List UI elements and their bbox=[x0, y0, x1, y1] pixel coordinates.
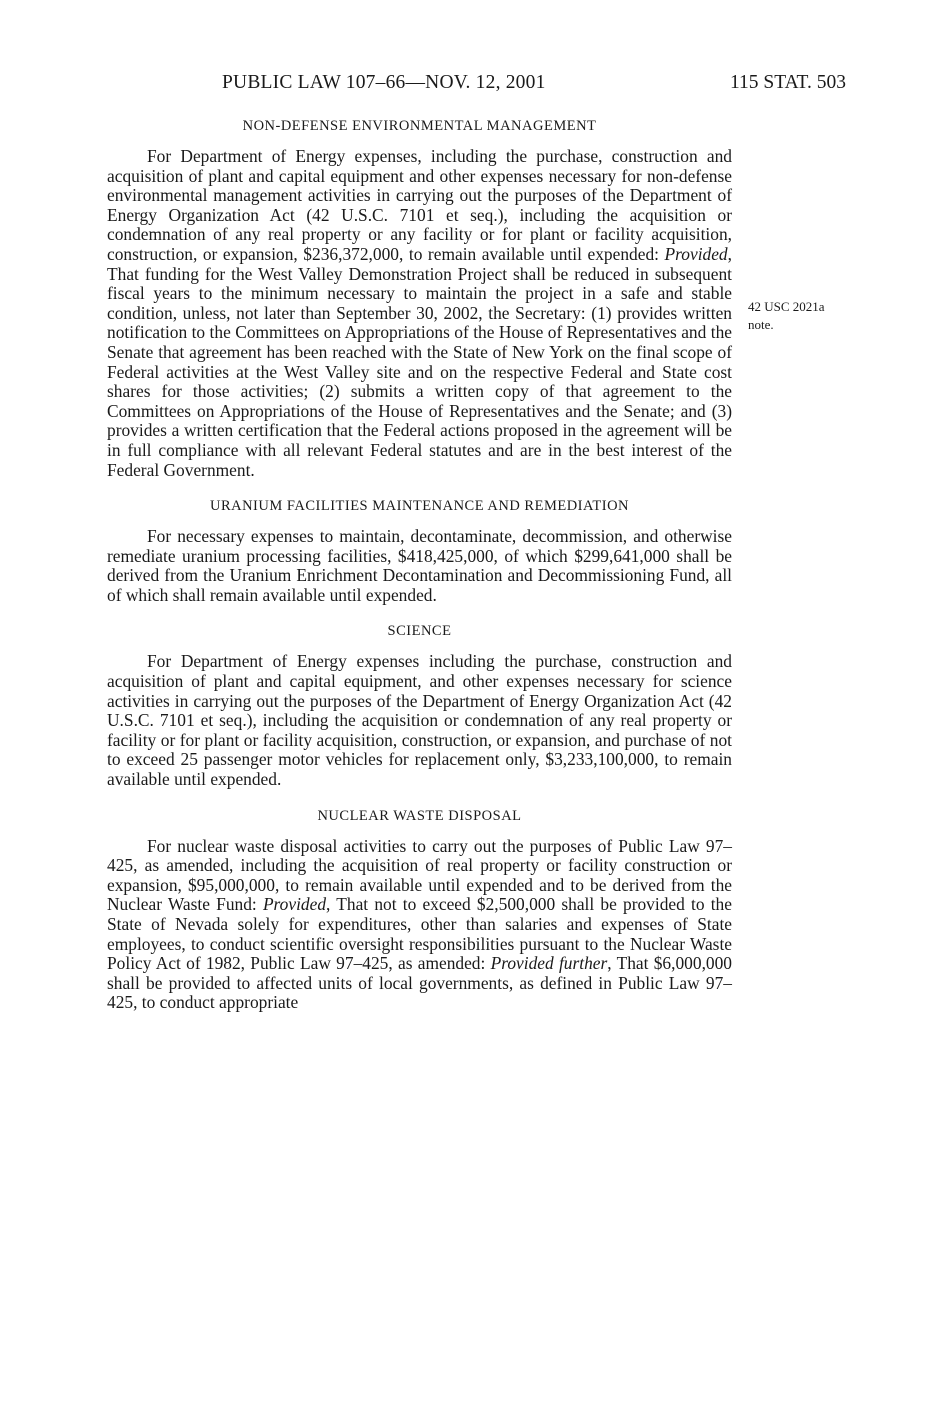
section-heading-nuclear-waste: NUCLEAR WASTE DISPOSAL bbox=[317, 807, 522, 824]
proviso-italic: Provided bbox=[262, 894, 327, 915]
margin-note bbox=[748, 298, 858, 334]
running-head-title: PUBLIC LAW 107–66—NOV. 12, 2001 bbox=[222, 72, 546, 93]
paragraph-text: , That not to exceed $2,500,000 shall be provided to the State of Nevada solely for expenditures, other than salaries and expenses of State employees, to conduct scientific oversight responsibilities pursuant to the Nuclear Waste Policy Act of 1982, Public Law 97–425, as amended: bbox=[107, 894, 732, 974]
margin-note-suffix: note. bbox=[748, 317, 774, 332]
paragraph-text: , That funding for the West Valley Demonstration Project shall be reduced in subsequent fiscal years to the minimum necessary to maintain the project in a safe and stable condition, unless, not later than September 30, 2002, the Secretary: (1) provides written notification to the Committees on Appropriations of the House of Representatives and the Senate that agreement has been reached with the State of New York on the final scope of Federal activities at the West Valley site and on the respective Federal and State cost shares for those activities; (2) submits a written copy of that agreement to the Committees on Appropriations of the House of Representatives and the Senate; and (3) provides a written certification that the Federal actions proposed in the agreement will be in full compliance with all relevant Federal statutes and are in the best interest of the Federal Government. bbox=[107, 243, 732, 480]
section-heading-science: SCIENCE bbox=[387, 623, 452, 640]
margin-note-usc: 42 USC 2021a bbox=[748, 299, 825, 314]
section-paragraph-nuclear-waste bbox=[107, 837, 732, 1013]
paragraph-text: For necessary expenses to maintain, decontaminate, decommission, and otherwise remediate uranium processing facilities, $418,425,000, of which $299,641,000 shall be derived from the Uranium Enrichment Decontamination and Decommissioning Fund, all of which shall remain available until expended. bbox=[107, 526, 732, 605]
paragraph-text: For Department of Energy expenses including the purchase, construction and acquisition of plant and capital equipment, and other expenses necessary for science activities in carrying out the purposes of the Department of Energy Organization Act (42 U.S.C. 7101 et seq.), including the acquisition or condemnation of any real property or facility or for plant or facility acquisition, construction, or expansion, and purchase of not to exceed 25 passenger motor vehicles for replacement only, $3,233,100,000, to remain available until expended. bbox=[107, 651, 732, 790]
body-text bbox=[107, 118, 732, 1031]
statute-citation: 115 STAT. 503 bbox=[730, 72, 846, 93]
section-heading-uranium: URANIUM FACILITIES MAINTENANCE AND REMEDIATION bbox=[209, 498, 630, 515]
section-paragraph-non-defense bbox=[107, 147, 732, 480]
paragraph-text: For Department of Energy expenses, including the purchase, construction and acquisition of plant and capital equipment and other expenses necessary for non-defense environmental management activities in carrying out the purposes of the Department of Energy Organization Act (42 U.S.C. 7101 et seq.), including the acquisition or condemnation of any real property or any facility or for plant or facility acquisition, construction, or expansion, $236,372,000, to remain available until expended: bbox=[107, 146, 732, 264]
proviso-italic: Provided bbox=[664, 243, 728, 264]
paragraph-text: , That $6,000,000 shall be provided to affected units of local governments, as defined in Public Law 97–425, to conduct appropriate bbox=[107, 953, 732, 1013]
proviso-italic: Provided further bbox=[490, 953, 608, 974]
section-paragraph-science bbox=[107, 652, 732, 789]
section-heading-non-defense: NON-DEFENSE ENVIRONMENTAL MANAGEMENT bbox=[242, 118, 597, 134]
paragraph-text: For nuclear waste disposal activities to carry out the purposes of Public Law 97–425, as amended, including the acquisition of real property or facility construction or expansion, $95,000,000, to remain available until expended and to be derived from the Nuclear Waste Fund: bbox=[107, 835, 732, 915]
section-paragraph-uranium bbox=[107, 527, 732, 605]
